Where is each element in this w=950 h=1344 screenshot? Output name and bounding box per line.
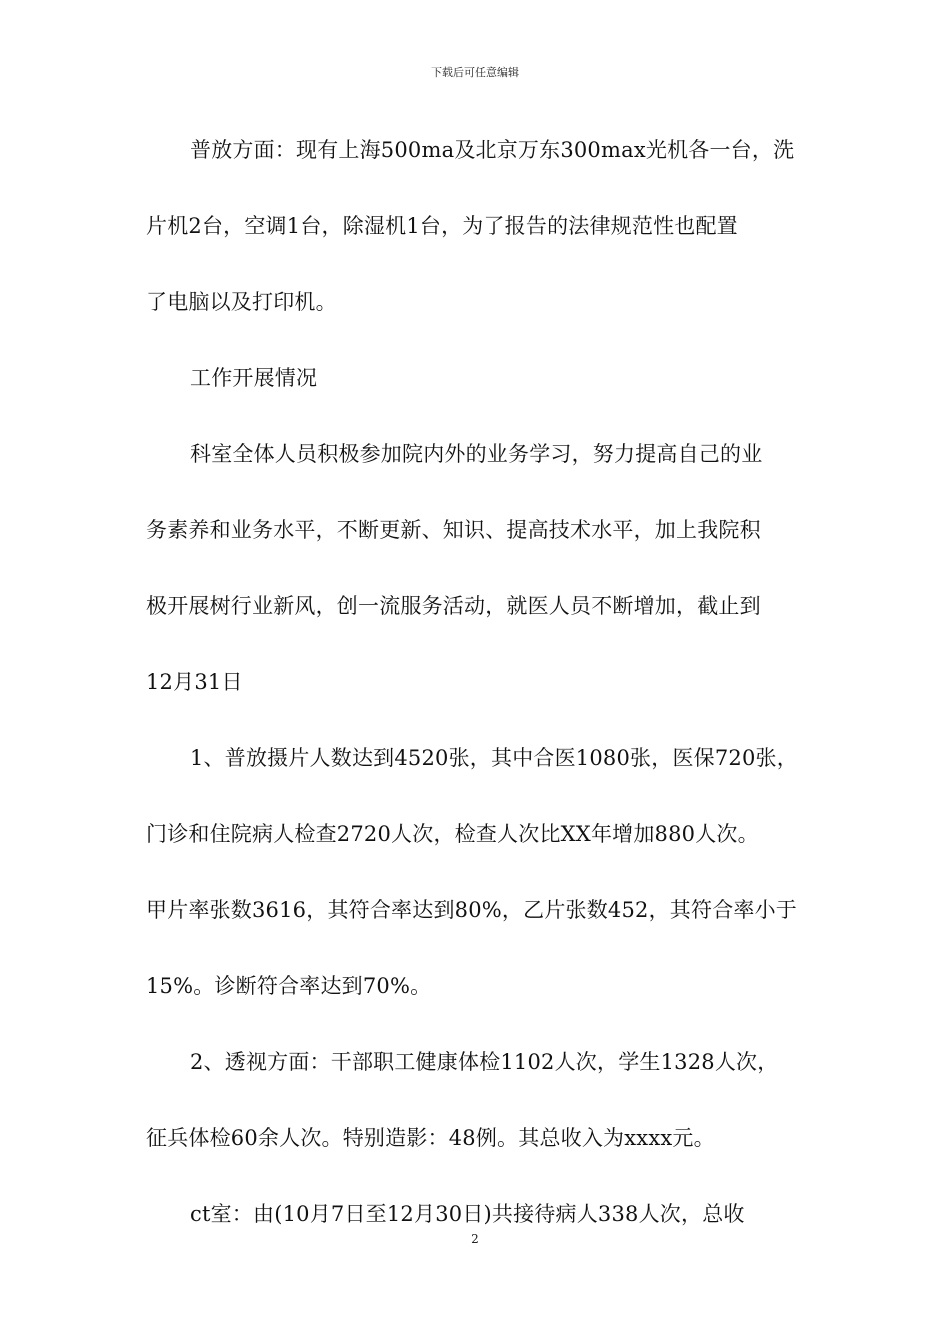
paragraph-line: 征兵体检60余人次。特别造影：48例。其总收入为xxxx元。 (146, 1126, 715, 1150)
paragraph-line: 务素养和业务水平，不断更新、知识、提高技术水平，加上我院积 (146, 518, 761, 542)
paragraph-line: 普放方面：现有上海500ma及北京万东300max光机各一台，洗 (190, 138, 795, 162)
page-header: 下载后可任意编辑 (431, 66, 519, 79)
paragraph-line: 片机2台，空调1台，除湿机1台，为了报告的法律规范性也配置 (146, 214, 738, 238)
paragraph-line: 门诊和住院病人检查2720人次，检查人次比XX年增加880人次。 (146, 822, 759, 846)
section-heading: 工作开展情况 (190, 366, 318, 390)
paragraph-line: 12月31日 (146, 670, 243, 694)
paragraph-line: 甲片率张数3616，其符合率达到80%，乙片张数452，其符合率小于 (146, 898, 797, 922)
paragraph-line: 了电脑以及打印机。 (146, 290, 337, 314)
paragraph-line: 科室全体人员积极参加院内外的业务学习，努力提高自己的业 (190, 442, 763, 466)
document-body (146, 128, 810, 1268)
paragraph-line: ct室：由(10月7日至12月30日)共接待病人338人次，总收 (190, 1202, 745, 1226)
page-number: 2 (471, 1232, 479, 1246)
paragraph-line: 2、透视方面：干部职工健康体检1102人次，学生1328人次， (190, 1050, 779, 1074)
paragraph-line: 1、普放摄片人数达到4520张，其中合医1080张，医保720张， (190, 746, 798, 770)
paragraph-line: 15%。诊断符合率达到70%。 (146, 974, 432, 998)
paragraph-line: 极开展树行业新风，创一流服务活动，就医人员不断增加，截止到 (146, 594, 761, 618)
